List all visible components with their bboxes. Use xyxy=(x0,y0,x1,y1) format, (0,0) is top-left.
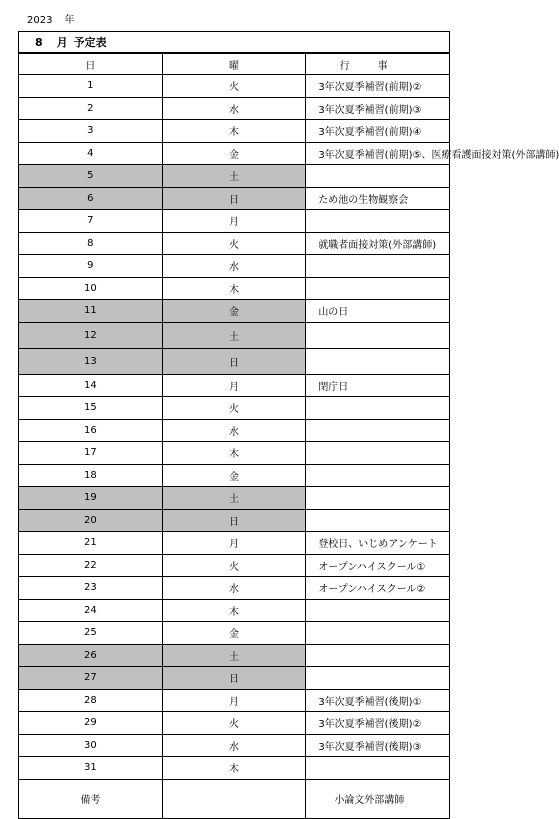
day-cell: 15 xyxy=(19,397,163,420)
event-cell: 3年次夏季補習(前期)⑤、医療看護面接対策(外部講師) xyxy=(306,142,450,165)
day-cell: 13 xyxy=(19,348,163,374)
event-cell xyxy=(306,464,450,487)
schedule-row xyxy=(19,532,450,555)
day-cell: 11 xyxy=(19,300,163,323)
year-label xyxy=(27,11,74,26)
notes-blank-cell xyxy=(162,779,306,818)
weekday-cell: 日 xyxy=(162,509,306,532)
event-cell: 3年次夏季補習(前期)② xyxy=(306,75,450,98)
weekday-cell: 土 xyxy=(162,165,306,188)
schedule-row xyxy=(19,397,450,420)
schedule-row xyxy=(19,232,450,255)
day-cell: 12 xyxy=(19,322,163,348)
event-cell xyxy=(306,442,450,465)
notes-text: 小論文外部講師 xyxy=(306,779,450,818)
schedule-row xyxy=(19,75,450,98)
schedule-row xyxy=(19,464,450,487)
weekday-cell: 水 xyxy=(162,734,306,757)
day-cell: 19 xyxy=(19,487,163,510)
weekday-cell: 金 xyxy=(162,622,306,645)
event-cell xyxy=(306,757,450,780)
event-cell xyxy=(306,348,450,374)
schedule-title-row xyxy=(19,32,450,54)
event-cell xyxy=(306,644,450,667)
schedule-row xyxy=(19,419,450,442)
day-cell: 2 xyxy=(19,97,163,120)
event-cell xyxy=(306,667,450,690)
day-cell: 18 xyxy=(19,464,163,487)
event-cell: 3年次夏季補習(後期)① xyxy=(306,689,450,712)
day-cell: 21 xyxy=(19,532,163,555)
weekday-cell: 火 xyxy=(162,232,306,255)
schedule-row xyxy=(19,509,450,532)
event-cell: オープンハイスクール② xyxy=(306,577,450,600)
event-cell: 閉庁日 xyxy=(306,374,450,397)
day-cell: 9 xyxy=(19,255,163,278)
schedule-row xyxy=(19,348,450,374)
weekday-cell: 日 xyxy=(162,348,306,374)
schedule-row xyxy=(19,667,450,690)
schedule-row xyxy=(19,599,450,622)
schedule-row xyxy=(19,734,450,757)
event-cell: オープンハイスクール① xyxy=(306,554,450,577)
month-unit: 月 xyxy=(56,36,68,49)
day-cell: 16 xyxy=(19,419,163,442)
event-cell: 山の日 xyxy=(306,300,450,323)
schedule-row xyxy=(19,142,450,165)
event-cell: 登校日、いじめアンケート xyxy=(306,532,450,555)
day-cell: 17 xyxy=(19,442,163,465)
event-cell: 3年次夏季補習(前期)④ xyxy=(306,120,450,143)
day-cell: 7 xyxy=(19,210,163,233)
day-cell: 4 xyxy=(19,142,163,165)
schedule-row xyxy=(19,689,450,712)
event-cell: 3年次夏季補習(後期)③ xyxy=(306,734,450,757)
day-cell: 28 xyxy=(19,689,163,712)
weekday-cell: 火 xyxy=(162,397,306,420)
event-cell xyxy=(306,397,450,420)
day-cell: 3 xyxy=(19,120,163,143)
day-cell: 5 xyxy=(19,165,163,188)
event-cell xyxy=(306,509,450,532)
schedule-row xyxy=(19,322,450,348)
column-header-row xyxy=(19,53,450,75)
year-value: 2023 xyxy=(27,15,53,26)
month-number: 8 xyxy=(35,36,43,49)
day-cell: 8 xyxy=(19,232,163,255)
schedule-row xyxy=(19,165,450,188)
column-header-event xyxy=(306,53,450,75)
weekday-cell: 木 xyxy=(162,120,306,143)
weekday-cell: 水 xyxy=(162,255,306,278)
day-cell: 1 xyxy=(19,75,163,98)
schedule-row xyxy=(19,255,450,278)
weekday-cell: 火 xyxy=(162,75,306,98)
schedule-table xyxy=(18,31,559,819)
weekday-cell: 水 xyxy=(162,577,306,600)
weekday-cell: 金 xyxy=(162,300,306,323)
weekday-cell: 土 xyxy=(162,644,306,667)
schedule-row xyxy=(19,300,450,323)
day-cell: 14 xyxy=(19,374,163,397)
weekday-cell: 月 xyxy=(162,210,306,233)
day-cell: 20 xyxy=(19,509,163,532)
weekday-cell: 月 xyxy=(162,689,306,712)
column-header-weekday: 曜 xyxy=(162,53,306,75)
notes-row xyxy=(19,779,450,818)
year-unit: 年 xyxy=(64,15,75,26)
day-cell: 25 xyxy=(19,622,163,645)
schedule-row xyxy=(19,487,450,510)
event-cell xyxy=(306,210,450,233)
schedule-row xyxy=(19,277,450,300)
schedule-row xyxy=(19,577,450,600)
weekday-cell: 木 xyxy=(162,277,306,300)
weekday-cell: 金 xyxy=(162,142,306,165)
weekday-cell: 水 xyxy=(162,97,306,120)
schedule-row xyxy=(19,374,450,397)
day-cell: 31 xyxy=(19,757,163,780)
schedule-row xyxy=(19,187,450,210)
event-cell xyxy=(306,165,450,188)
schedule-row xyxy=(19,442,450,465)
event-cell: 就職者面接対策(外部講師) xyxy=(306,232,450,255)
schedule-row xyxy=(19,554,450,577)
weekday-cell: 月 xyxy=(162,374,306,397)
day-cell: 30 xyxy=(19,734,163,757)
event-cell xyxy=(306,255,450,278)
day-cell: 27 xyxy=(19,667,163,690)
schedule-row xyxy=(19,644,450,667)
schedule-row xyxy=(19,120,450,143)
weekday-cell: 月 xyxy=(162,532,306,555)
day-cell: 29 xyxy=(19,712,163,735)
day-cell: 26 xyxy=(19,644,163,667)
weekday-cell: 木 xyxy=(162,599,306,622)
weekday-cell: 火 xyxy=(162,554,306,577)
column-header-day: 日 xyxy=(19,53,163,75)
notes-label: 備考 xyxy=(19,779,163,818)
day-cell: 6 xyxy=(19,187,163,210)
weekday-cell: 金 xyxy=(162,464,306,487)
schedule-title xyxy=(19,32,450,54)
day-cell: 22 xyxy=(19,554,163,577)
weekday-cell: 水 xyxy=(162,419,306,442)
event-cell xyxy=(306,277,450,300)
event-cell xyxy=(306,322,450,348)
weekday-cell: 土 xyxy=(162,322,306,348)
day-cell: 10 xyxy=(19,277,163,300)
schedule-title-text: 予定表 xyxy=(73,36,107,49)
event-cell xyxy=(306,599,450,622)
schedule-row xyxy=(19,622,450,645)
event-cell xyxy=(306,487,450,510)
weekday-cell: 火 xyxy=(162,712,306,735)
schedule-row xyxy=(19,97,450,120)
schedule-row xyxy=(19,210,450,233)
weekday-cell: 木 xyxy=(162,757,306,780)
weekday-cell: 土 xyxy=(162,487,306,510)
day-cell: 23 xyxy=(19,577,163,600)
day-cell: 24 xyxy=(19,599,163,622)
schedule-row xyxy=(19,757,450,780)
event-cell: ため池の生物観察会 xyxy=(306,187,450,210)
weekday-cell: 木 xyxy=(162,442,306,465)
weekday-cell: 日 xyxy=(162,187,306,210)
column-header-event-text: 行事 xyxy=(339,60,416,72)
weekday-cell: 日 xyxy=(162,667,306,690)
event-cell: 3年次夏季補習(後期)② xyxy=(306,712,450,735)
schedule-row xyxy=(19,712,450,735)
event-cell xyxy=(306,419,450,442)
event-cell xyxy=(306,622,450,645)
event-cell: 3年次夏季補習(前期)③ xyxy=(306,97,450,120)
